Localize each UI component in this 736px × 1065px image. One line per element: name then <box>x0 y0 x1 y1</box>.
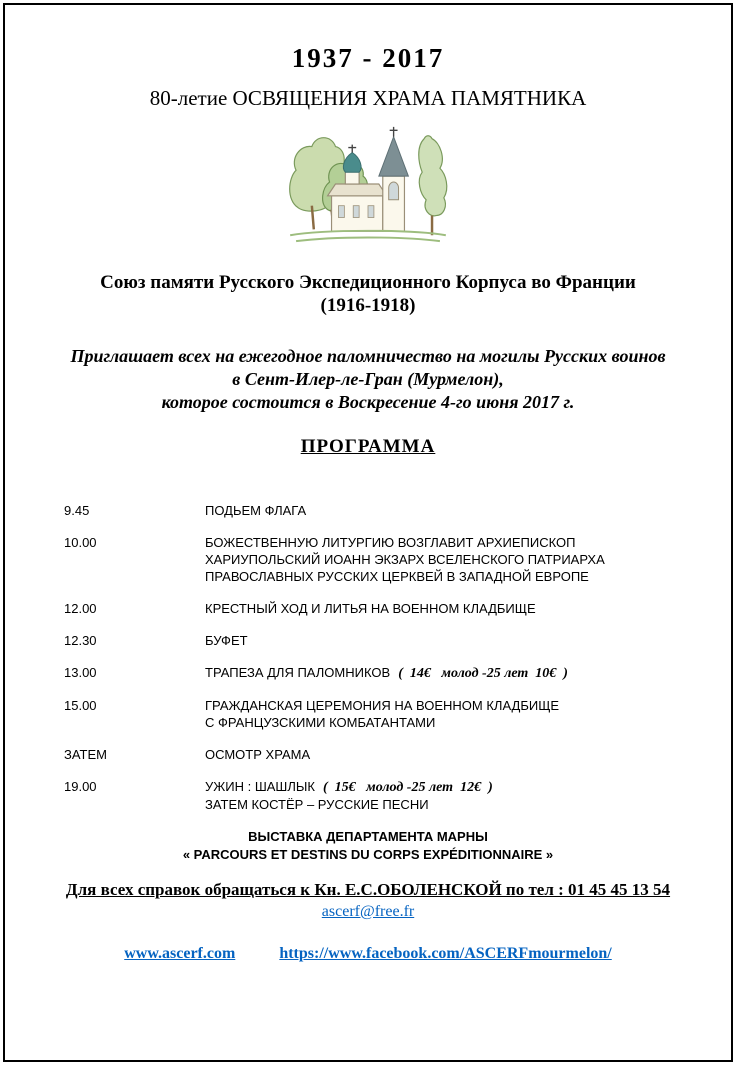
invitation-line2: в Сент-Илер-ле-Гран (Мурмелон), <box>232 369 504 390</box>
program-line: ЗАТЕМ КОСТЁР – РУССКИЕ ПЕСНИ <box>205 797 429 813</box>
program-row <box>64 664 731 682</box>
website-link[interactable]: www.ascerf.com <box>124 944 236 962</box>
program-line: ХАРИУПОЛЬСКИЙ ИОАНН ЭКЗАРХ ВСЕЛЕНСКОГО ПАТРИАРХА <box>205 552 605 568</box>
program-description <box>205 664 731 682</box>
invitation-line3: которое состоится в Воскресение 4-го июня 2017 г. <box>161 392 575 413</box>
program-line: ПОДЬЕМ ФЛАГА <box>205 503 307 519</box>
contact-email-line <box>5 903 731 921</box>
program-description <box>205 778 731 813</box>
footer-links <box>5 945 731 963</box>
invitation-text <box>5 345 731 414</box>
program-line: УЖИН : ШАШЛЫК ( 15€ молод -25 лет 12€ ) <box>205 779 493 796</box>
program-description <box>205 632 731 649</box>
contact-info <box>5 880 731 900</box>
program-description <box>205 746 731 763</box>
program-description <box>205 600 731 617</box>
church-illustration <box>5 119 731 253</box>
organization-name <box>5 271 731 317</box>
program-line: ОСМОТР ХРАМА <box>205 747 311 763</box>
program-price: ( 14€ молод -25 лет 10€ ) <box>398 666 568 682</box>
program-line: ПРАВОСЛАВНЫХ РУССКИХ ЦЕРКВЕЙ В ЗАПАДНОЙ ЕВРОПЕ <box>205 569 589 585</box>
program-price: ( 15€ молод -25 лет 12€ ) <box>322 780 493 796</box>
program-time: 15.00 <box>64 698 97 714</box>
years-title: 1937 - 2017 <box>291 43 445 73</box>
program-row <box>64 746 731 763</box>
anniversary-title: 80-летие ОСВЯЩЕНИЯ ХРАМА ПАМЯТНИКА <box>149 86 587 110</box>
program-line: ГРАЖДАНСКАЯ ЦЕРЕМОНИЯ НА ВОЕННОМ КЛАДБИЩЕ <box>205 698 560 714</box>
program-row <box>64 697 731 731</box>
program-line: БОЖЕСТВЕННУЮ ЛИТУРГИЮ ВОЗГЛАВИТ АРХИЕПИСКОП <box>205 535 576 551</box>
program-time: 13.00 <box>64 665 97 681</box>
email-link[interactable]: ascerf@free.fr <box>321 902 415 920</box>
document-page <box>3 3 733 1062</box>
program-title: ПРОГРАММА <box>300 436 436 458</box>
invitation-line1: Приглашает всех на ежегодное паломничество на могилы Русских воинов <box>70 346 666 367</box>
church-drawing-icon <box>284 119 452 252</box>
program-schedule <box>5 502 731 813</box>
program-row <box>64 600 731 617</box>
program-time: 10.00 <box>64 535 97 551</box>
program-time: 9.45 <box>64 503 90 519</box>
program-line: КРЕСТНЫЙ ХОД И ЛИТЬЯ НА ВОЕННОМ КЛАДБИЩЕ <box>205 601 536 617</box>
program-time: 19.00 <box>64 779 97 795</box>
contact-text: Для всех справок обращаться к Кн. Е.С.ОБОЛЕНСКОЙ по тел : 01 45 45 13 54 <box>65 879 671 899</box>
program-row <box>64 632 731 649</box>
exhibition-line1: ВЫСТАВКА ДЕПАРТАМЕНТА МАРНЫ <box>248 829 488 845</box>
program-time: 12.00 <box>64 601 97 617</box>
program-row <box>64 534 731 585</box>
program-row <box>64 778 731 813</box>
program-line: БУФЕТ <box>205 633 248 649</box>
organization-name-line1: Союз памяти Русского Экспедиционного Корпуса во Франции <box>100 272 636 293</box>
program-description <box>205 534 731 585</box>
exhibition-note <box>5 828 731 863</box>
program-time: ЗАТЕМ <box>64 747 107 763</box>
program-line: ТРАПЕЗА ДЛЯ ПАЛОМНИКОВ ( 14€ молод -25 лет 10€ ) <box>205 665 568 682</box>
program-time: 12.30 <box>64 633 97 649</box>
organization-name-line2: (1916-1918) <box>320 295 416 317</box>
program-row <box>64 502 731 519</box>
facebook-link[interactable]: https://www.facebook.com/ASCERFmourmelon/ <box>279 944 612 962</box>
program-line: С ФРАНЦУЗСКИМИ КОМБАТАНТАМИ <box>205 715 436 731</box>
program-description <box>205 697 731 731</box>
exhibition-line2: « PARCOURS ET DESTINS DU CORPS EXPÉDITIONNAIRE » <box>182 846 554 862</box>
program-description <box>205 502 731 519</box>
